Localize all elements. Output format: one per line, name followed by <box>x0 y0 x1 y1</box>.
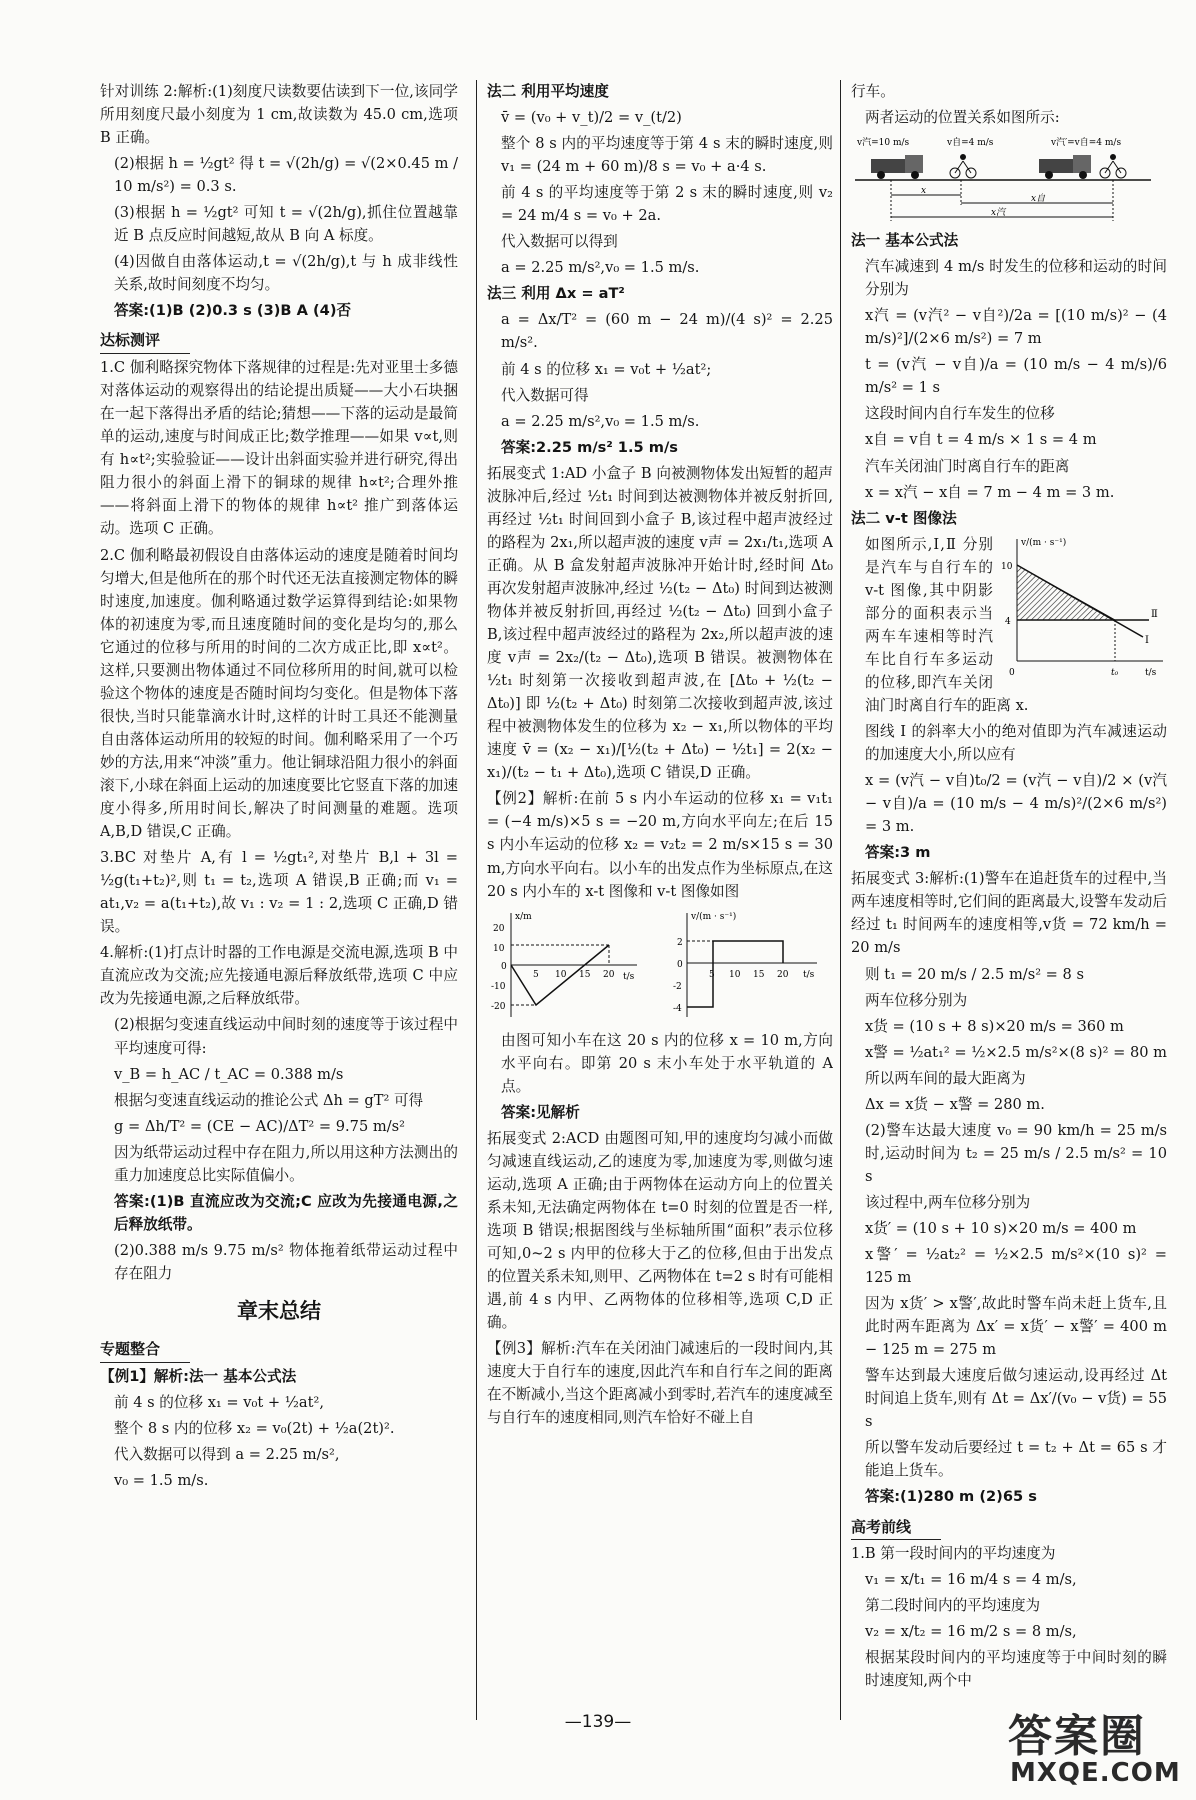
ex3-m2-block <box>851 533 1167 720</box>
truck-icon <box>871 155 923 179</box>
column-right <box>840 80 1167 1720</box>
training-2: 针对训练 2:解析:(1)刻度尺读数要估读到下一位,该同学所用刻度尺最小刻度为 1 cm,故读数为 45.0 cm,选项 B 正确。 <box>100 83 458 147</box>
example-3-answer: 答案:3 m <box>865 844 931 862</box>
example-1-line2: 整个 8 s 内的位移 x₂ = v₀(2t) + ½a(2t)². <box>114 1419 395 1437</box>
training-2-answer: 答案:(1)B (2)0.3 s (3)B A (4)否 <box>114 302 352 320</box>
example-2-answer: 答案:见解析 <box>501 1103 580 1121</box>
variant-3-answer: 答案:(1)280 m (2)65 s <box>865 1488 1037 1506</box>
vt-tick-20: 20 <box>777 969 789 980</box>
assessment-q4-part3: 根据匀变速直线运动的推论公式 Δh = gT² 可得 <box>114 1091 424 1109</box>
truck-icon-later <box>1039 155 1091 179</box>
assessment-q4-answer: 答案:(1)B 直流应改为交流;C 应改为先接通电源,之后释放纸带。 <box>114 1192 458 1233</box>
exam-q1-line2: v₁ = x/t₁ = 16 m/4 s = 4 m/s, <box>865 1571 1077 1589</box>
xt-graph <box>491 912 637 1017</box>
ex3-m1-line7: x = x汽 − x自 = 7 m − 4 m = 3 m. <box>865 483 1115 501</box>
example-1-line4: v₀ = 1.5 m/s. <box>114 1472 209 1490</box>
xt-tick-0: 0 <box>501 961 507 972</box>
column-left <box>100 80 458 1720</box>
ex3-m1-line4: 这段时间内自行车发生的位移 <box>865 405 1055 423</box>
ex3-m1-line6: 汽车关闭油门时离自行车的距离 <box>865 457 1070 475</box>
section-heading-integration: 专题整合 <box>100 1338 190 1363</box>
xt-vt-graphs-figure <box>487 907 827 1025</box>
vt-y-axis-label: v/(m · s⁻¹) <box>691 911 737 922</box>
ex3-m2-line2: 图线 Ⅰ 的斜率大小的绝对值即为汽车减速运动的加速度大小,所以应有 <box>865 723 1167 764</box>
assessment-q3: 3.BC 对垫片 A,有 l = ½gt₁²,对垫片 B,l + 3l = ½g(t₁+t₂)²,则 t₁ = t₂,选项 A 错误,B 正确;而 v₁ = at₁,v₂ = a(t₁+t₂),故 v₁ : v₂ = 1 : 2,选项 C 正确,D 错误。 <box>100 849 458 936</box>
vt-tick-5: 5 <box>709 969 715 980</box>
vt2-tick-4: 4 <box>1005 616 1011 627</box>
xt-tick-10x: 10 <box>555 969 567 980</box>
vt-tick-15: 15 <box>753 969 765 980</box>
fig-label-equal-speed: v汽′=v自=4 m/s <box>1051 138 1122 149</box>
xt-tick-10: 10 <box>493 943 505 954</box>
xt-tick-15: 15 <box>579 969 591 980</box>
chapter-summary-title: 章末总结 <box>237 1298 321 1323</box>
xt-tick-20x: 20 <box>603 969 615 980</box>
exam-q1-line1: 1.B 第一段时间内的平均速度为 <box>851 1545 1056 1563</box>
vt2-y-label: v/(m · s⁻¹) <box>1021 537 1067 548</box>
vt2-tick-10: 10 <box>1001 561 1013 572</box>
section-heading-exam-frontline: 高考前线 <box>851 1516 941 1541</box>
ex3-m1-line1: 汽车减速到 4 m/s 时发生的位移和运动的时间分别为 <box>865 258 1167 299</box>
ex3-m1-line5: x自 = v自 t = 4 m/s × 1 s = 4 m <box>865 431 1097 449</box>
method-2-line1: 整个 8 s 内的平均速度等于第 4 s 末的瞬时速度,则 v₁ = (24 m + 60 m)/8 s = v₀ + a·4 s. <box>501 135 833 176</box>
vt2-label-I: Ⅰ <box>1145 634 1149 646</box>
vt-x-axis-label: t/s <box>803 969 815 980</box>
watermark-logo <box>1000 1700 1180 1792</box>
variant-3-line11: x警′ = ½at₂² = ½×2.5 m/s²×(10 s)² = 125 m <box>865 1246 1167 1287</box>
assessment-q4-part4: 因为纸带运动过程中存在阻力,所以用这种方法测出的重力加速度总比实际值偏小。 <box>114 1143 458 1184</box>
variant-3-line4: x货 = (10 s + 8 s)×20 m/s = 360 m <box>865 1017 1124 1035</box>
variant-3-line7: Δx = x货 − x警 = 280 m. <box>865 1095 1045 1113</box>
variant-2: 拓展变式 2:ACD 由题图可知,甲的速度均匀减小而做匀减速直线运动,乙的速度为零,加速度为零,则做匀速运动,选项 A 正确;由于两物体在运动方向上的位置关系未知,无法确定两物体在 t=0 时刻的位置是否一样,选项 B 错误;根据图线与坐标轴所围“面积”表示位移可知,0~2 s 内甲的位移大于乙的位移,但由于出发点的位置关系未知,则甲、乙两物体在 t=2 s 时有可能相遇,前 4 s 内甲、乙两物体的位移相等,选项 C,D 正确。 <box>487 1129 833 1332</box>
watermark-text-top: 答案圈 <box>1008 1711 1146 1762</box>
training-2-part2: (2)根据 h = ½gt² 得 t = √(2h/g) = √(2×0.45 m / 10 m/s²) = 0.3 s. <box>114 155 458 196</box>
assessment-q4-formula-g: g = Δh/T² = (CE − AC)/ΔT² = 9.75 m/s² <box>114 1117 405 1135</box>
variant-3-line2: 则 t₁ = 20 m/s / 2.5 m/s² = 8 s <box>865 965 1084 983</box>
assessment-q4-answer2: (2)0.388 m/s 9.75 m/s² 物体拖着纸带运动过程中存在阻力 <box>114 1241 458 1282</box>
column-middle <box>476 80 833 1720</box>
variant-3-line13: 警车达到最大速度后做匀速运动,设再经过 Δt 时间追上货车,则有 Δt = Δx′/(v₀ − v货) = 55 s <box>865 1367 1167 1431</box>
assessment-q4-part2: (2)根据匀变速直线运动中间时刻的速度等于该过程中平均速度可得: <box>114 1016 458 1057</box>
variant-3-line8: (2)警车达最大速度 v₀ = 90 km/h = 25 m/s 时,运动时间为 t₂ = 25 m/s / 2.5 m/s² = 10 s <box>865 1121 1167 1185</box>
method-3-line4: a = 2.25 m/s²,v₀ = 1.5 m/s. <box>501 412 700 430</box>
xt-y-axis-label: x/m <box>515 911 532 922</box>
method-2-line4: a = 2.25 m/s²,v₀ = 1.5 m/s. <box>501 259 700 277</box>
vt2-tick-t0: t₀ <box>1111 667 1119 678</box>
ex3-m1-line3: t = (v汽 − v自)/a = (10 m/s − 4 m/s)/6 m/s² = 1 s <box>865 356 1167 397</box>
vt-graph <box>673 911 817 1017</box>
variant-3: 拓展变式 3:解析:(1)警车在追赶货车的过程中,当两车速度相等时,它们间的距离最大,设警车发动后经过 t₁ 时间两车的速度相等,v货 = 72 km/h = 20 m/s <box>851 870 1167 957</box>
example-3-fig-intro: 两者运动的位置关系如图所示: <box>865 109 1060 127</box>
method-2-line2: 前 4 s 的平均速度等于第 2 s 末的瞬时速度,则 v₂ = 24 m/4 s = v₀ + 2a. <box>501 184 833 225</box>
vt-tick-0: 0 <box>677 959 683 970</box>
fig-label-x: x <box>921 186 927 197</box>
variant-3-line14: 所以警车发动后要经过 t = t₂ + Δt = 65 s 才能追上货车。 <box>865 1439 1167 1480</box>
example-2: 【例2】解析:在前 5 s 内小车运动的位移 x₁ = v₁t₁ = (−4 m/s)×5 s = −20 m,方向水平向左;在后 15 s 内小车运动的位移 x₂ = v₂t₂ = 2 m/s×15 s = 30 m,方向水平向右。以小车的出发点作为坐标原点,在这 20 s 内小车的 x-t 图像和 v-t 图像如图 <box>487 790 833 900</box>
method-3-line2: 前 4 s 的位移 x₁ = v₀t + ½at²; <box>501 360 712 378</box>
example-1-line3: 代入数据可以得到 a = 2.25 m/s², <box>114 1445 340 1463</box>
vt2-x-label: t/s <box>1145 667 1157 678</box>
variant-3-line10: x货′ = (10 s + 10 s)×20 m/s = 400 m <box>865 1219 1137 1237</box>
page-number: —139— <box>564 1712 632 1732</box>
example-3-cont: 行车。 <box>851 83 895 100</box>
example-1-answer: 答案:2.25 m/s² 1.5 m/s <box>501 438 678 456</box>
vt2-label-II: Ⅱ <box>1151 608 1158 620</box>
assessment-q4: 4.解析:(1)打点计时器的工作电源是交流电源,选项 B 中直流应改为交流;应先接通电源后释放纸带,选项 C 中应改为先接通电源,之后释放纸带。 <box>100 944 458 1008</box>
ex3-m2-text: 如图所示,Ⅰ,Ⅱ 分别是汽车与自行车的 v-t 图像,其中阴影部分的面积表示当两车车速相等时汽车比自行车多运动的位移,即汽车关闭油门时离自行车的距离 x. <box>865 535 1029 714</box>
variant-3-line9: 该过程中,两车位移分别为 <box>865 1193 1031 1211</box>
vt-tick-2: 2 <box>677 937 683 948</box>
variant-1: 拓展变式 1:AD 小盒子 B 向被测物体发出短暂的超声波脉冲后,经过 ½t₁ 时间到达被测物体并被反射折回,再经过 ½t₁ 时间回到小盒子 B,该过程中超声波经过的路程为 2x₁,所以超声波的速度 v声 = 2x₁/t₁,选项 A 正确。从 B 盒发射超声波脉冲开始计时,经时间 Δt₀ 再次发射超声波脉冲,经过 ½(t₂ − Δt₀) 时间到达被测物体并被反射折回,再经过 ½(t₂ − Δt₀) 回到小盒子 B,该过程中超声波经过的路程为 2x₂,所以超声波的速度 v声 = 2x₂/(t₂ − Δt₀),选项 B 错误。被测物体在 ½t₁ 时刻第一次接收到超声波,在 [Δt₀ + ½(t₂ − Δt₀)] 即 ½(t₂ + Δt₀) 时刻第二次接收到超声波,该过程中被测物体发生的位移为 x₂ − x₁,所以物体的平均速度 v̄ = (x₂ − x₁)/[½(t₂ + Δt₀) − ½t₁] = 2(x₂ − x₁)/(t₂ − t₁ + Δt₀),选项 C 错误,D 正确。 <box>487 464 833 782</box>
section-heading-assessment: 达标测评 <box>100 329 190 354</box>
bicycle-icon <box>950 154 976 178</box>
example-2-conclusion: 由图可知小车在这 20 s 内的位移 x = 10 m,方向水平向右。即第 20 s 末小车处于水平轨道的 A 点。 <box>501 1031 833 1095</box>
variant-3-line5: x警 = ½at₁² = ½×2.5 m/s²×(8 s)² = 80 m <box>865 1043 1167 1061</box>
exam-q1-line3: 第二段时间内的平均速度为 <box>865 1597 1041 1615</box>
vt-tick-neg4: -4 <box>673 1003 682 1014</box>
fig-label-bike-speed: v自=4 m/s <box>947 138 994 149</box>
method-3-line3: 代入数据可得 <box>501 386 589 404</box>
example-1-heading: 【例1】解析:法一 基本公式法 <box>100 1367 297 1385</box>
exam-q1-line5: 根据某段时间内的平均速度等于中间时刻的瞬时速度知,两个中 <box>865 1649 1167 1690</box>
xt-tick-neg20: -20 <box>491 1001 506 1012</box>
example-1-line1: 前 4 s 的位移 x₁ = v₀t + ½at², <box>114 1393 324 1411</box>
watermark-text-bottom: MXQE.COM <box>1010 1758 1181 1788</box>
xt-tick-5: 5 <box>533 969 539 980</box>
assessment-q4-formula-vb: v_B = h_AC / t_AC = 0.388 m/s <box>114 1065 344 1083</box>
method-2-formula: v̄ = (v₀ + v_t)/2 = v_(t/2) <box>501 109 682 127</box>
ex3-method-2-heading: 法二 v-t 图像法 <box>851 509 957 527</box>
fig-label-car-speed: v汽=10 m/s <box>857 138 910 149</box>
method-3-heading: 法三 利用 Δx = aT² <box>487 285 625 303</box>
car-bike-position-figure <box>851 133 1161 225</box>
vt-graph-car-bike <box>999 533 1167 679</box>
training-2-part3: (3)根据 h = ½gt² 可知 t = √(2h/g),抓住位置越靠近 B 点反应时间越短,故从 B 向 A 标度。 <box>114 204 458 245</box>
assessment-q2: 2.C 伽利略最初假设自由落体运动的速度是随着时间均匀增大,但是他所在的那个时代还无法直接测定物体的瞬时速度,加速度。伽利略通过数学运算得到结论:如果物体的初速度为零,而且速度随时间的变化是均匀的,那么它通过的位移与所用的时间的二次方成正比,即 x∝t²。这样,只要测出物体通过不同位移所用的时间,就可以检验这个物体的速度是否随时间均匀变化。但是物体下落很快,当时只能靠滴水计时,这样的计时工具还不能测量自由落体运动所用的较短的时间。伽利略采用了一个巧妙的方法,用来“冲淡”重力。他让铜球沿阻力很小的斜面滚下,小球在斜面上运动的加速度要比它竖直下落的加速度小得多,所用时间长,解决了时间测量的难题。选项 A,B,D 错误,C 正确。 <box>100 546 458 841</box>
training-2-part4: (4)因做自由落体运动,t = √(2h/g),t 与 h 成非线性关系,故时间刻度不均匀。 <box>114 253 458 294</box>
method-3-line1: a = Δx/T² = (60 m − 24 m)/(4 s)² = 2.25 m/s². <box>501 311 833 352</box>
bicycle-icon-later <box>1100 154 1126 178</box>
vt-tick-neg2: -2 <box>673 981 682 992</box>
exam-q1-line4: v₂ = x/t₂ = 16 m/2 s = 8 m/s, <box>865 1623 1077 1641</box>
variant-3-line12: 因为 x货′ > x警′,故此时警车尚未赶上货车,且此时两车距离为 Δx′ = x货′ − x警′ = 400 m − 125 m = 275 m <box>865 1295 1167 1359</box>
xt-tick-neg10: -10 <box>491 981 506 992</box>
variant-3-line3: 两车位移分别为 <box>865 991 968 1009</box>
method-2-heading: 法二 利用平均速度 <box>487 83 609 100</box>
xt-tick-20: 20 <box>493 923 505 934</box>
assessment-q1: 1.C 伽利略探究物体下落规律的过程是:先对亚里士多德对落体运动的观察得出的结论提出质疑——大小石块捆在一起下落得出矛盾的结论;猜想——下落的运动是最简单的运动,速度与时间成正比;数学推理——如果 v∝t,则有 h∝t²;实验验证——设计出斜面实验并进行研究,得出阻力很小的斜面上滑下的铜球的规律 h∝t²;合理外推——将斜面上滑下的物体的规律 h∝t² 推广到落体运动。选项 C 正确。 <box>100 359 458 538</box>
fig-label-bike-disp: x自 <box>1031 194 1046 205</box>
ex3-method-1-heading: 法一 基本公式法 <box>851 232 959 250</box>
ex3-m1-line2: x汽 = (v汽² − v自²)/2a = [(10 m/s)² − (4 m/s)²]/(2×6 m/s²) = 7 m <box>865 307 1167 348</box>
xt-x-axis-label: t/s <box>623 971 635 982</box>
vt2-tick-0: 0 <box>1009 667 1015 678</box>
variant-3-line6: 所以两车间的最大距离为 <box>865 1069 1026 1087</box>
method-2-line3: 代入数据可以得到 <box>501 233 618 251</box>
ex3-m2-line3: x = (v汽 − v自)t₀/2 = (v汽 − v自)/2 × (v汽 − v自)/a = (10 m/s − 4 m/s)²/(2×6 m/s²) = 3 m. <box>865 772 1167 836</box>
fig-label-car-disp: x汽 <box>991 208 1006 219</box>
vt-tick-10: 10 <box>729 969 741 980</box>
example-3: 【例3】解析:汽车在关闭油门减速后的一段时间内,其速度大于自行车的速度,因此汽车和自行车之间的距离在不断减小,当这个距离减小到零时,若汽车的速度减至与自行车的速度相同,则汽车恰好不碰上自 <box>487 1340 833 1427</box>
